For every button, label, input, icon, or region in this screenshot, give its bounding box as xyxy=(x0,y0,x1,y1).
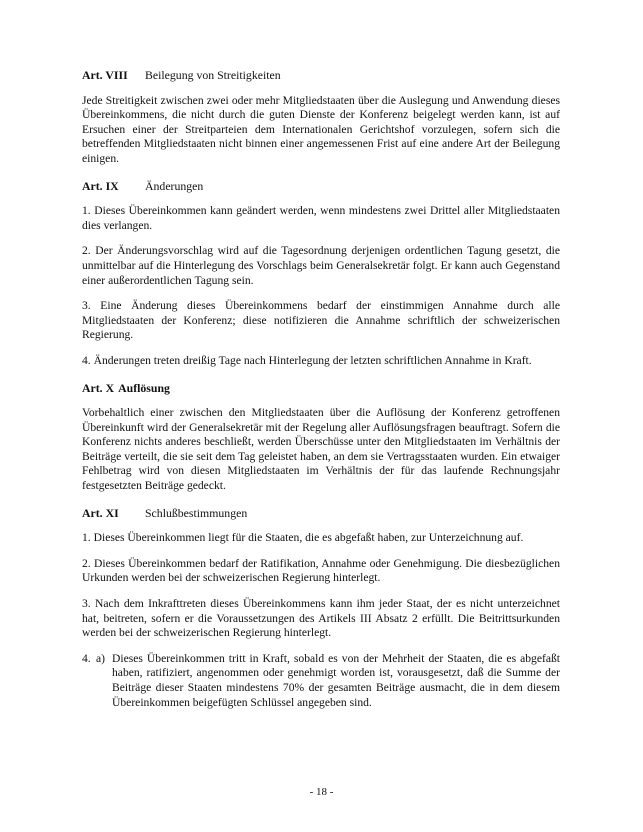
paragraph-item-4 xyxy=(82,652,560,710)
page-number: - 18 - xyxy=(309,786,334,798)
article-heading xyxy=(82,506,560,521)
article-title: Auflösung xyxy=(118,380,170,395)
section-art-xi xyxy=(82,506,560,711)
article-title: Schlußbestimmungen xyxy=(145,505,248,520)
article-heading xyxy=(82,381,560,396)
section-art-ix xyxy=(82,179,560,369)
article-number: Art. XI xyxy=(82,505,119,520)
item-number: 4. xyxy=(82,651,91,665)
paragraph: 1. Dieses Übereinkommen liegt für die Staaten, die es abgefaßt haben, zur Unterzeichnung auf. xyxy=(82,531,524,545)
article-number: Art. VIII xyxy=(82,68,128,82)
paragraph: 2. Dieses Übereinkommen bedarf der Ratifikation, Annahme oder Genehmigung. Die diesbezüglichen Urkunden werden bei der schweizerischen Regierung hinterlegt. xyxy=(82,556,560,585)
section-art-viii xyxy=(82,68,560,167)
paragraph: Jede Streitigkeit zwischen zwei oder mehr Mitgliedstaaten über die Auslegung und Anwendung dieses Übereinkommens, die nicht durch die guten Dienste der Konferenz beigelegt werden kann, ist auf Ersuchen einer der Streitparteien dem Internationalen Gerichtshof vorzulegen, sofern sich die betreffenden Mitgliedstaaten nicht binnen einer angemessenen Frist auf eine andere Art der Beilegung einigen. xyxy=(82,93,560,165)
article-number: Art. IX xyxy=(82,178,119,193)
article-title: Änderungen xyxy=(145,178,204,193)
article-heading xyxy=(82,179,560,194)
section-art-x xyxy=(82,381,560,494)
article-number: Art. X xyxy=(82,380,115,395)
paragraph: 1. Dieses Übereinkommen kann geändert werden, wenn mindestens zwei Drittel aller Mitgliedstaaten dies verlangen. xyxy=(82,204,560,232)
subitem-text: Dieses Übereinkommen tritt in Kraft, sobald es von der Mehrheit der Staaten, die es abgefaßt haben, ratifiziert, angenommen oder genehmigt worden ist, vorausgesetzt, daß die Summe der Beiträge dieser Staaten mindestens 70% der gesamten Beiträge ausmacht, die in dem diesem Übereinkommen beigefügten Schlüssel angegeben sind. xyxy=(112,651,560,709)
article-heading xyxy=(82,68,560,83)
paragraph: 2. Der Änderungsvorschlag wird auf die Tagesordnung derjenigen ordentlichen Tagung gesetzt, die unmittelbar auf die Hinterlegung des Vorschlags beim Generalsekretär folgt. Er kann auch Gegenstand einer außerordentlichen Tagung sein. xyxy=(82,244,560,287)
article-title: Beilegung von Streitigkeiten xyxy=(145,68,281,82)
paragraph: 4. Änderungen treten dreißig Tage nach Hinterlegung der letzten schriftlichen Annahme in Kraft. xyxy=(82,353,532,367)
paragraph: 3. Nach dem Inkrafttreten dieses Übereinkommens kann ihm jeder Staat, der es nicht unterzeichnet hat, beitreten, sofern er die Voraussetzungen des Artikels III Absatz 2 erfüllt. Die Beitrittsurkunden werden bei der schweizerischen Regierung hinterlegt. xyxy=(82,597,560,640)
subitem-letter: a) xyxy=(96,651,106,665)
document-page xyxy=(82,68,560,722)
paragraph: Vorbehaltlich einer zwischen den Mitgliedstaaten über die Auflösung der Konferenz getroffenen Übereinkunft wird der Generalsekretär mit der Regelung aller Auflösungsfragen beauftragt. Sofern die Konferenz nichts anderes beschließt, werden Überschüsse unter den Mitgliedstaaten im Verhältnis der Beiträge verteilt, die sie seit dem Tag geleistet haben, an dem sie Vertragsstaaten wurden. Ein etwaiger Fehlbetrag wird von diesen Mitgliedstaaten im Verhältnis der für das laufende Rechnungsjahr festgesetzten Beiträge gedeckt. xyxy=(82,406,560,493)
paragraph: 3. Eine Änderung dieses Übereinkommens bedarf der einstimmigen Annahme durch alle Mitgliedstaaten der Konferenz; diese notifizieren die Annahme schriftlich der schweizerischen Regierung. xyxy=(82,299,560,342)
